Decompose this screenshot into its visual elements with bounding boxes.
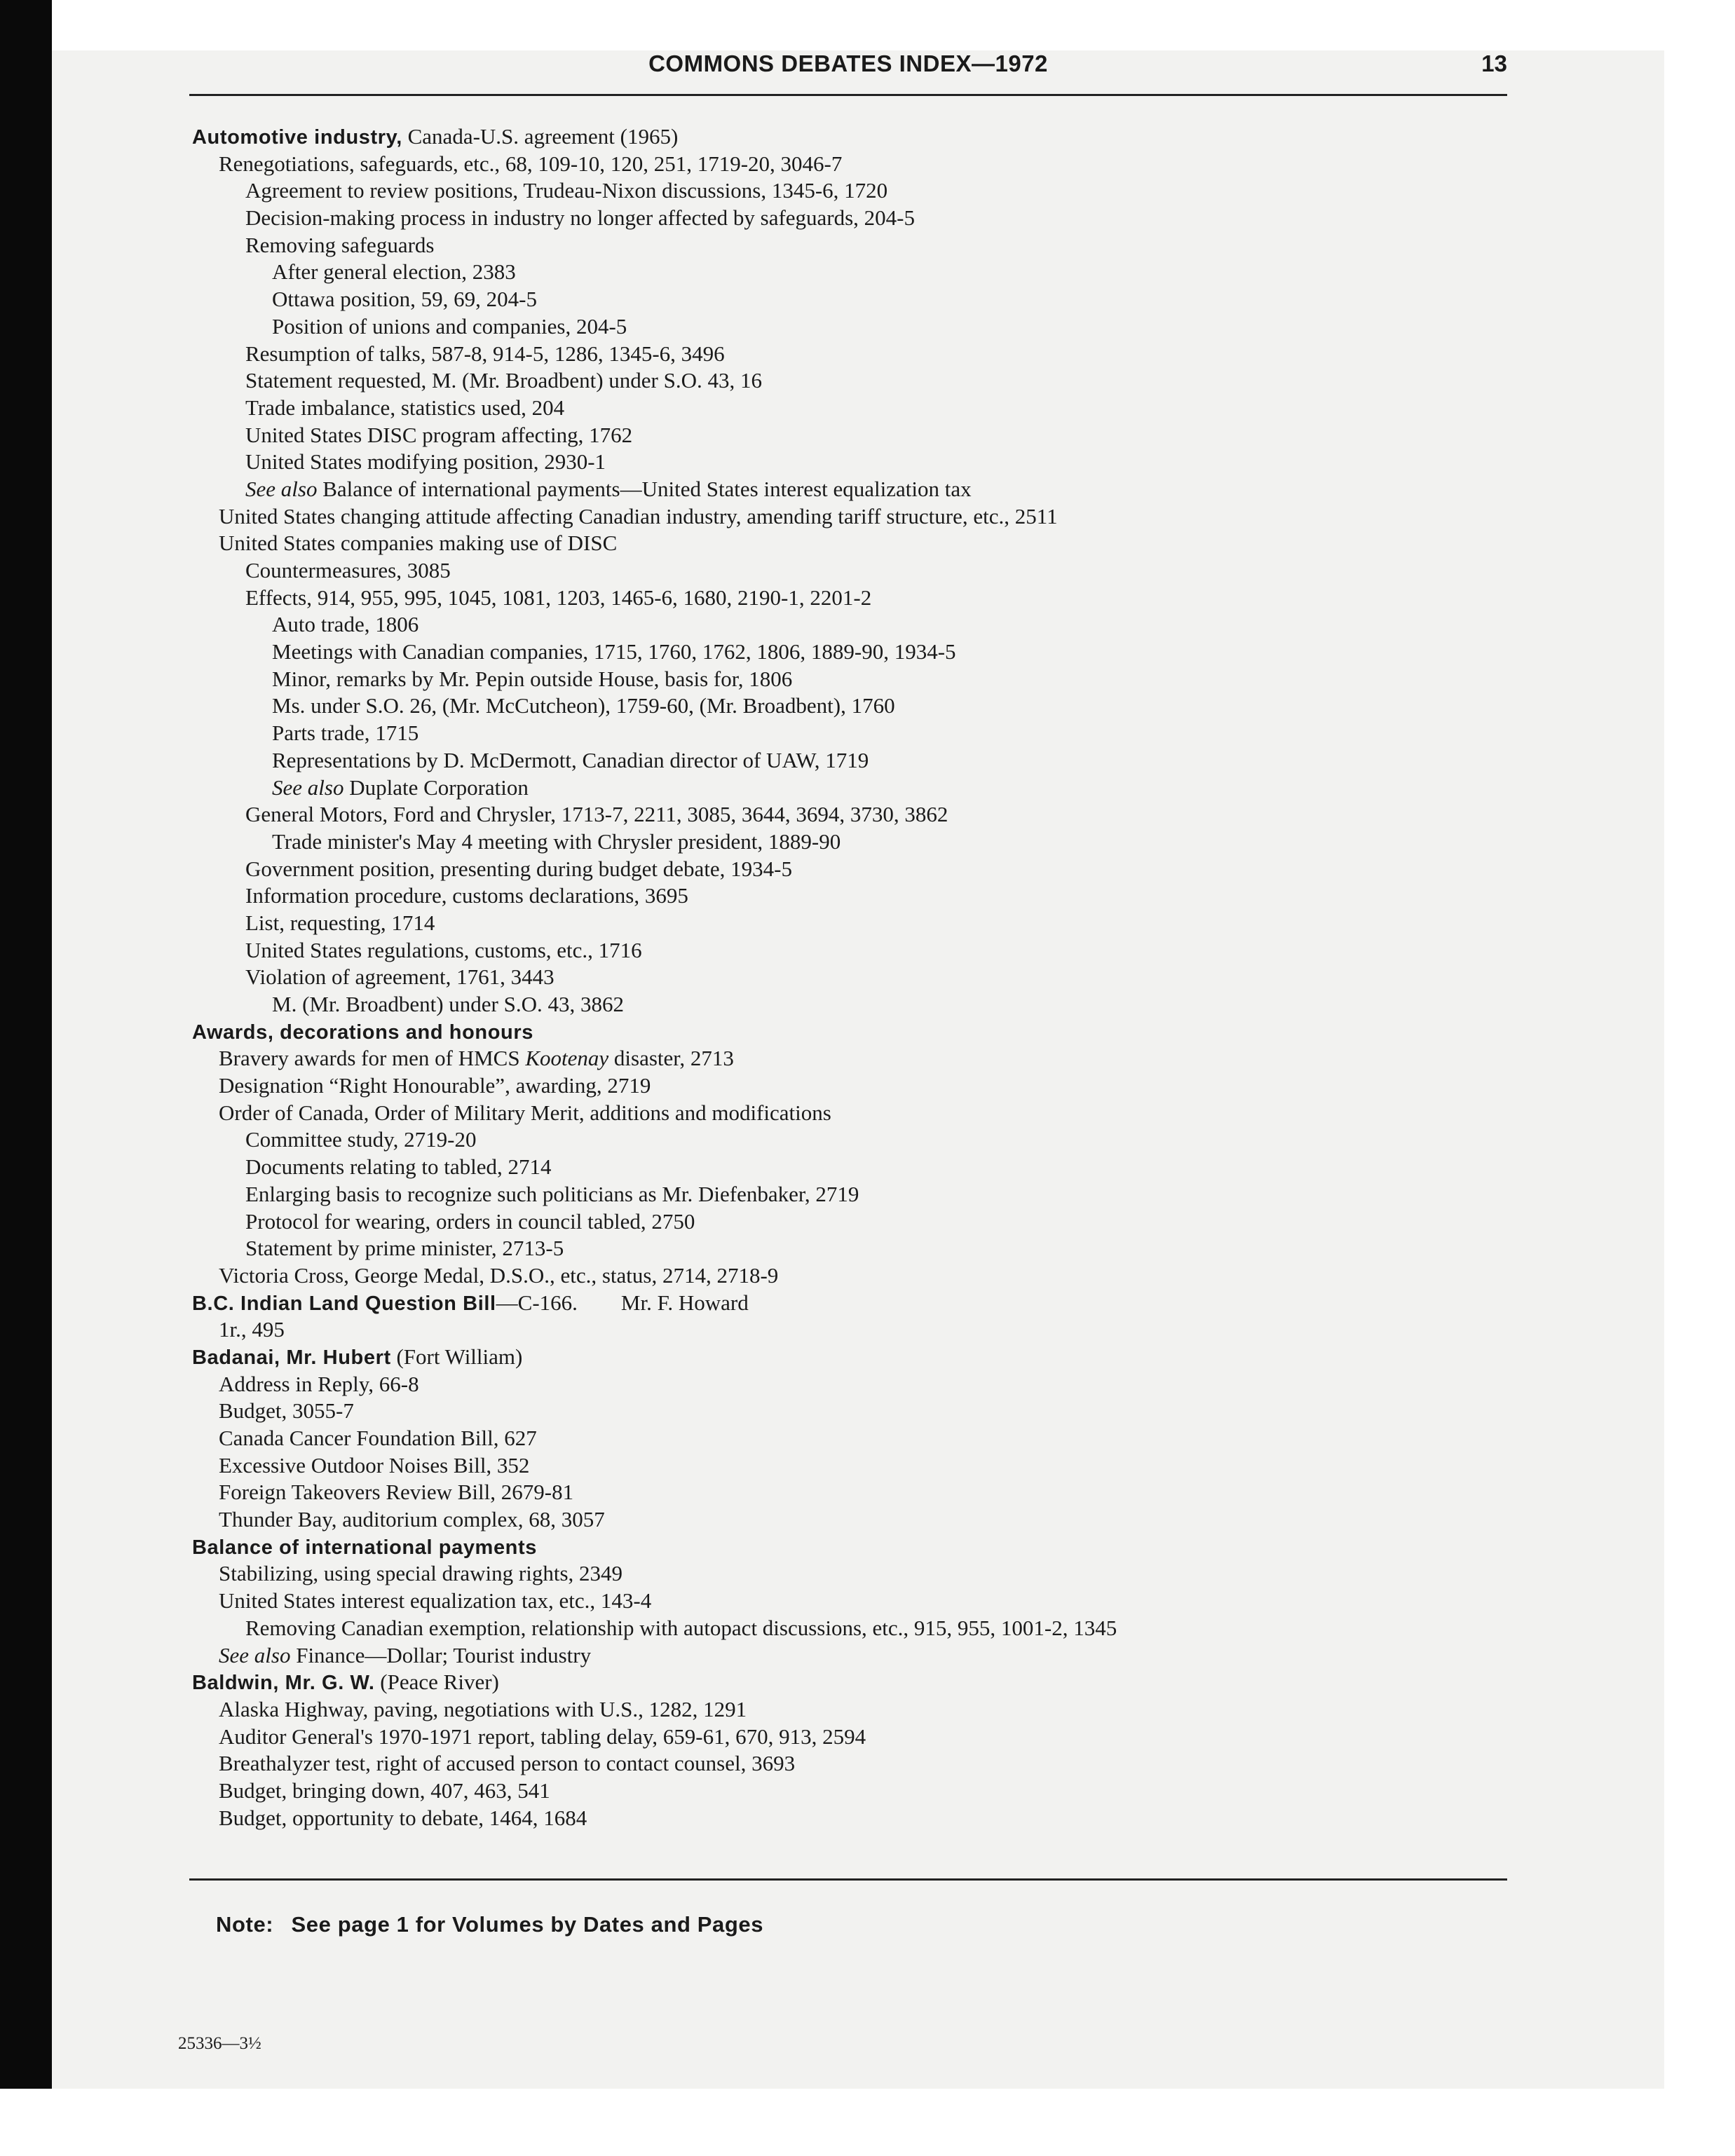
index-entry: Excessive Outdoor Noises Bill, 352 [219,1452,530,1478]
index-entry: Effects, 914, 955, 995, 1045, 1081, 1203, 1465-6, 1680, 2190-1, 2201-2 [245,585,872,610]
index-entry: Enlarging basis to recognize such politicians as Mr. Diefenbaker, 2719 [245,1181,859,1206]
index-heading: Badanai, Mr. Hubert (Fort William) [192,1344,523,1369]
index-entry: United States changing attitude affecting Canadian industry, amending tariff structure, etc., 2511 [219,503,1058,528]
index-entry: List, requesting, 1714 [245,910,435,935]
index-entry: Representations by D. McDermott, Canadian director of UAW, 1719 [272,747,869,772]
index-entry: Position of unions and companies, 204-5 [272,313,627,339]
index-entry: Statement by prime minister, 2713-5 [245,1236,564,1261]
header-rule [189,94,1507,96]
index-heading: Baldwin, Mr. G. W. (Peace River) [192,1670,499,1695]
index-entry: Canada Cancer Foundation Bill, 627 [219,1426,537,1450]
index-entry: Minor, remarks by Mr. Pepin outside House, basis for, 1806 [272,666,793,691]
index-entry: Parts trade, 1715 [272,721,419,746]
index-heading: Balance of international payments [192,1536,537,1559]
index-entry: Committee study, 2719-20 [245,1127,477,1152]
index-entry: Documents relating to tabled, 2714 [245,1154,552,1180]
see-also-entry: See also Balance of international payments—United States interest equalization tax [245,476,972,501]
index-entry: Ottawa position, 59, 69, 204-5 [272,287,537,312]
index-entry: Removing safeguards [245,232,435,257]
index-entry: Information procedure, customs declarations, 3695 [245,883,688,908]
index-entry: Alaska Highway, paving, negotiations with U.S., 1282, 1291 [219,1696,747,1721]
index-entry: Stabilizing, using special drawing rights, 2349 [219,1561,623,1586]
footer-rule [189,1878,1507,1881]
index-entry: Budget, 3055-7 [219,1398,354,1424]
index-entry: Resumption of talks, 587-8, 914-5, 1286, 1345-6, 3496 [245,341,725,366]
index-entry: Ms. under S.O. 26, (Mr. McCutcheon), 1759-60, (Mr. Broadbent), 1760 [272,693,895,718]
see-also-entry: See also Duplate Corporation [272,775,529,800]
index-entry: Government position, presenting during budget debate, 1934-5 [245,856,793,881]
index-entry: United States DISC program affecting, 1762 [245,422,633,447]
index-entry: After general election, 2383 [272,259,516,285]
index-entry: Renegotiations, safeguards, etc., 68, 109-10, 120, 251, 1719-20, 3046-7 [219,151,843,176]
index-entry: Designation “Right Honourable”, awarding, 2719 [219,1073,651,1098]
index-entry: Trade imbalance, statistics used, 204 [245,395,565,420]
index-entry: Foreign Takeovers Review Bill, 2679-81 [219,1480,574,1505]
index-entry: Order of Canada, Order of Military Merit, additions and modifications [219,1100,831,1125]
index-entry: United States modifying position, 2930-1 [245,449,606,475]
scan-margin [0,0,52,2089]
index-heading: Automotive industry, Canada-U.S. agreement (1965) [192,124,679,149]
index-entry: Victoria Cross, George Medal, D.S.O., etc., status, 2714, 2718-9 [219,1262,779,1288]
index-entry: Countermeasures, 3085 [245,558,451,582]
print-code: 25336—3½ [178,2034,261,2053]
index-entry: Thunder Bay, auditorium complex, 68, 3057 [219,1507,605,1532]
index-entry: Address in Reply, 66-8 [219,1371,419,1396]
index-heading: B.C. Indian Land Question Bill—C-166. Mr. F. Howard [192,1290,749,1315]
footer-note: Note: See page 1 for Volumes by Dates and Pages [216,1912,764,1937]
index-entry: Auditor General's 1970-1971 report, tabling delay, 659-61, 670, 913, 2594 [219,1724,866,1749]
index-entry: M. (Mr. Broadbent) under S.O. 43, 3862 [272,992,624,1016]
index-entry: Agreement to review positions, Trudeau-Nixon discussions, 1345-6, 1720 [245,178,888,203]
index-entry: Bravery awards for men of HMCS Kootenay disaster, 2713 [219,1046,734,1071]
index-entry: United States interest equalization tax, etc., 143-4 [219,1588,652,1613]
index-entry: Budget, opportunity to debate, 1464, 1684 [219,1805,587,1830]
index-entry: 1r., 495 [219,1317,285,1342]
index-heading: Awards, decorations and honours [192,1021,533,1044]
page-number: 13 [1481,50,1507,76]
index-entry: Budget, bringing down, 407, 463, 541 [219,1778,550,1803]
index-entry: Decision-making process in industry no longer affected by safeguards, 204-5 [245,205,916,231]
index-entry: Statement requested, M. (Mr. Broadbent) under S.O. 43, 16 [245,368,762,393]
index-entry: United States companies making use of DISC [219,531,618,556]
page-header [189,50,1507,86]
page-title: COMMONS DEBATES INDEX—1972 [648,50,1048,76]
index-entry: Meetings with Canadian companies, 1715, 1760, 1762, 1806, 1889-90, 1934-5 [272,639,956,664]
index-entry: Protocol for wearing, orders in council tabled, 2750 [245,1208,695,1234]
index-entry: Trade minister's May 4 meeting with Chrysler president, 1889-90 [272,828,841,854]
see-also-entry: See also Finance—Dollar; Tourist industry [219,1642,592,1667]
index-entry: Violation of agreement, 1761, 3443 [245,964,554,990]
index-entry: General Motors, Ford and Chrysler, 1713-7, 2211, 3085, 3644, 3694, 3730, 3862 [245,802,948,827]
index-entries [192,123,1517,1831]
index-entry: United States regulations, customs, etc., 1716 [245,937,642,962]
index-entry: Removing Canadian exemption, relationship with autopact discussions, etc., 915, 955, 1001-2, 1345 [245,1615,1117,1640]
index-entry: Auto trade, 1806 [272,612,419,637]
index-entry: Breathalyzer test, right of accused person to contact counsel, 3693 [219,1751,796,1776]
